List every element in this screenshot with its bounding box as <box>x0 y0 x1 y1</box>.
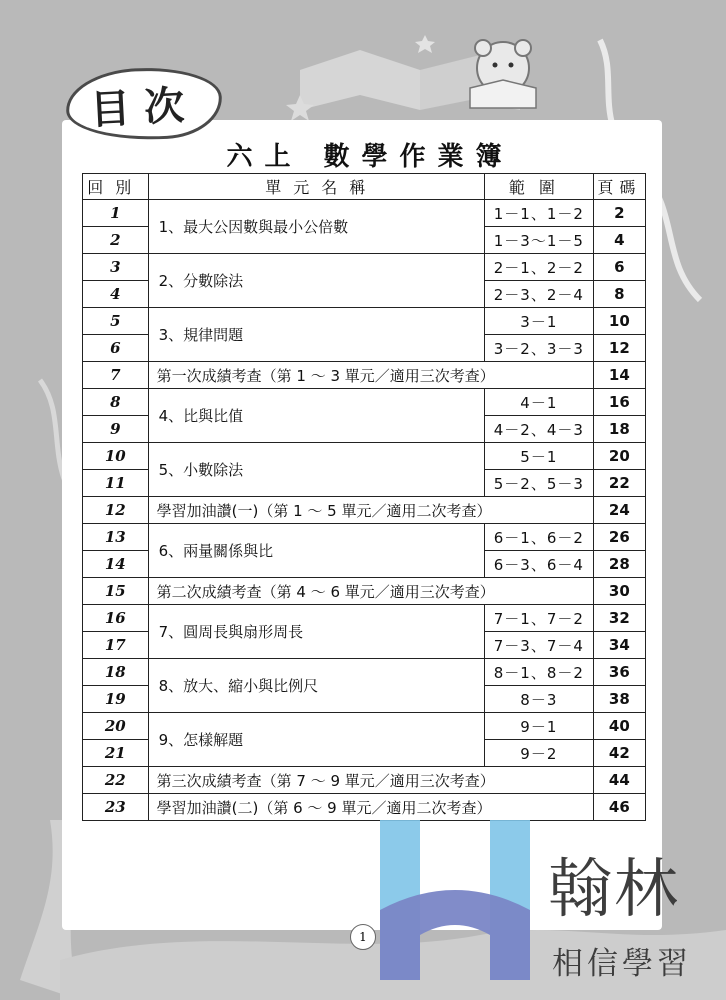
table-row <box>83 497 646 524</box>
row-number: 23 <box>83 794 149 821</box>
row-number: 5 <box>83 308 149 335</box>
unit-name: 5、小數除法 <box>148 443 484 497</box>
row-number: 3 <box>83 254 149 281</box>
unit-name: 6、兩量關係與比 <box>148 524 484 578</box>
table-row <box>83 200 646 227</box>
toc-body <box>83 200 646 821</box>
exam-entry: 第三次成績考查（第 7 ～ 9 單元／適用三次考查） <box>148 767 593 794</box>
exam-entry: 第一次成績考查（第 1 ～ 3 單元／適用三次考查） <box>148 362 593 389</box>
range-cell: 3－1 <box>484 308 593 335</box>
toc-table <box>82 173 646 821</box>
range-cell: 8－1、8－2 <box>484 659 593 686</box>
row-number: 8 <box>83 389 149 416</box>
page-title: 六上 數學作業簿 <box>226 142 514 172</box>
page-cell: 10 <box>593 308 645 335</box>
row-number: 14 <box>83 551 149 578</box>
row-number: 11 <box>83 470 149 497</box>
range-cell: 8－3 <box>484 686 593 713</box>
row-number: 21 <box>83 740 149 767</box>
hanlin-logo-mark <box>380 820 530 980</box>
unit-name: 8、放大、縮小與比例尺 <box>148 659 484 713</box>
header-unit: 單元名稱 <box>148 174 484 200</box>
page-cell: 30 <box>593 578 645 605</box>
table-row <box>83 605 646 632</box>
row-number: 17 <box>83 632 149 659</box>
range-cell: 5－2、5－3 <box>484 470 593 497</box>
row-number: 19 <box>83 686 149 713</box>
page-cell: 24 <box>593 497 645 524</box>
table-row <box>83 443 646 470</box>
page-cell: 42 <box>593 740 645 767</box>
exam-entry: 學習加油讚(二)（第 6 ～ 9 單元／適用二次考查） <box>148 794 593 821</box>
page-cell: 20 <box>593 443 645 470</box>
page-cell: 12 <box>593 335 645 362</box>
logo-name: 翰林 <box>548 853 680 927</box>
page-cell: 38 <box>593 686 645 713</box>
toc-tab-label: 目次 <box>89 80 200 134</box>
row-number: 7 <box>83 362 149 389</box>
table-row <box>83 389 646 416</box>
table-row <box>83 767 646 794</box>
exam-entry: 第二次成績考查（第 4 ～ 6 單元／適用三次考查） <box>148 578 593 605</box>
table-row <box>83 254 646 281</box>
header-range: 範圍 <box>484 174 593 200</box>
page-cell: 4 <box>593 227 645 254</box>
range-cell: 3－2、3－3 <box>484 335 593 362</box>
page-number: 1 <box>350 924 376 950</box>
table-header-row <box>83 174 646 200</box>
page-cell: 36 <box>593 659 645 686</box>
table-row <box>83 578 646 605</box>
page-cell: 14 <box>593 362 645 389</box>
row-number: 10 <box>83 443 149 470</box>
unit-name: 3、規律問題 <box>148 308 484 362</box>
table-row <box>83 659 646 686</box>
row-number: 20 <box>83 713 149 740</box>
table-row <box>83 713 646 740</box>
range-cell: 7－3、7－4 <box>484 632 593 659</box>
table-row <box>83 524 646 551</box>
row-number: 18 <box>83 659 149 686</box>
unit-name: 9、怎樣解題 <box>148 713 484 767</box>
unit-name: 7、圓周長與扇形周長 <box>148 605 484 659</box>
range-cell: 4－2、4－3 <box>484 416 593 443</box>
row-number: 6 <box>83 335 149 362</box>
page-cell: 8 <box>593 281 645 308</box>
header-no: 回別 <box>83 174 149 200</box>
range-cell: 2－1、2－2 <box>484 254 593 281</box>
row-number: 1 <box>83 200 149 227</box>
row-number: 4 <box>83 281 149 308</box>
range-cell: 1－3～1－5 <box>484 227 593 254</box>
range-cell: 9－1 <box>484 713 593 740</box>
range-cell: 6－3、6－4 <box>484 551 593 578</box>
page-cell: 34 <box>593 632 645 659</box>
logo-slogan: 相信學習 <box>552 946 692 982</box>
unit-name: 2、分數除法 <box>148 254 484 308</box>
row-number: 22 <box>83 767 149 794</box>
page-cell: 18 <box>593 416 645 443</box>
page-cell: 28 <box>593 551 645 578</box>
row-number: 2 <box>83 227 149 254</box>
row-number: 15 <box>83 578 149 605</box>
page-cell: 6 <box>593 254 645 281</box>
header-page: 頁碼 <box>593 174 645 200</box>
row-number: 13 <box>83 524 149 551</box>
page-cell: 46 <box>593 794 645 821</box>
table-row <box>83 362 646 389</box>
range-cell: 1－1、1－2 <box>484 200 593 227</box>
range-cell: 7－1、7－2 <box>484 605 593 632</box>
unit-name: 1、最大公因數與最小公倍數 <box>148 200 484 254</box>
table-row <box>83 794 646 821</box>
range-cell: 9－2 <box>484 740 593 767</box>
range-cell: 6－1、6－2 <box>484 524 593 551</box>
page-cell: 32 <box>593 605 645 632</box>
exam-entry: 學習加油讚(一)（第 1 ～ 5 單元／適用二次考查） <box>148 497 593 524</box>
page-cell: 22 <box>593 470 645 497</box>
page-cell: 40 <box>593 713 645 740</box>
row-number: 12 <box>83 497 149 524</box>
row-number: 9 <box>83 416 149 443</box>
range-cell: 5－1 <box>484 443 593 470</box>
table-row <box>83 308 646 335</box>
page-cell: 44 <box>593 767 645 794</box>
page-cell: 16 <box>593 389 645 416</box>
row-number: 16 <box>83 605 149 632</box>
range-cell: 2－3、2－4 <box>484 281 593 308</box>
range-cell: 4－1 <box>484 389 593 416</box>
page-cell: 26 <box>593 524 645 551</box>
unit-name: 4、比與比值 <box>148 389 484 443</box>
page-cell: 2 <box>593 200 645 227</box>
